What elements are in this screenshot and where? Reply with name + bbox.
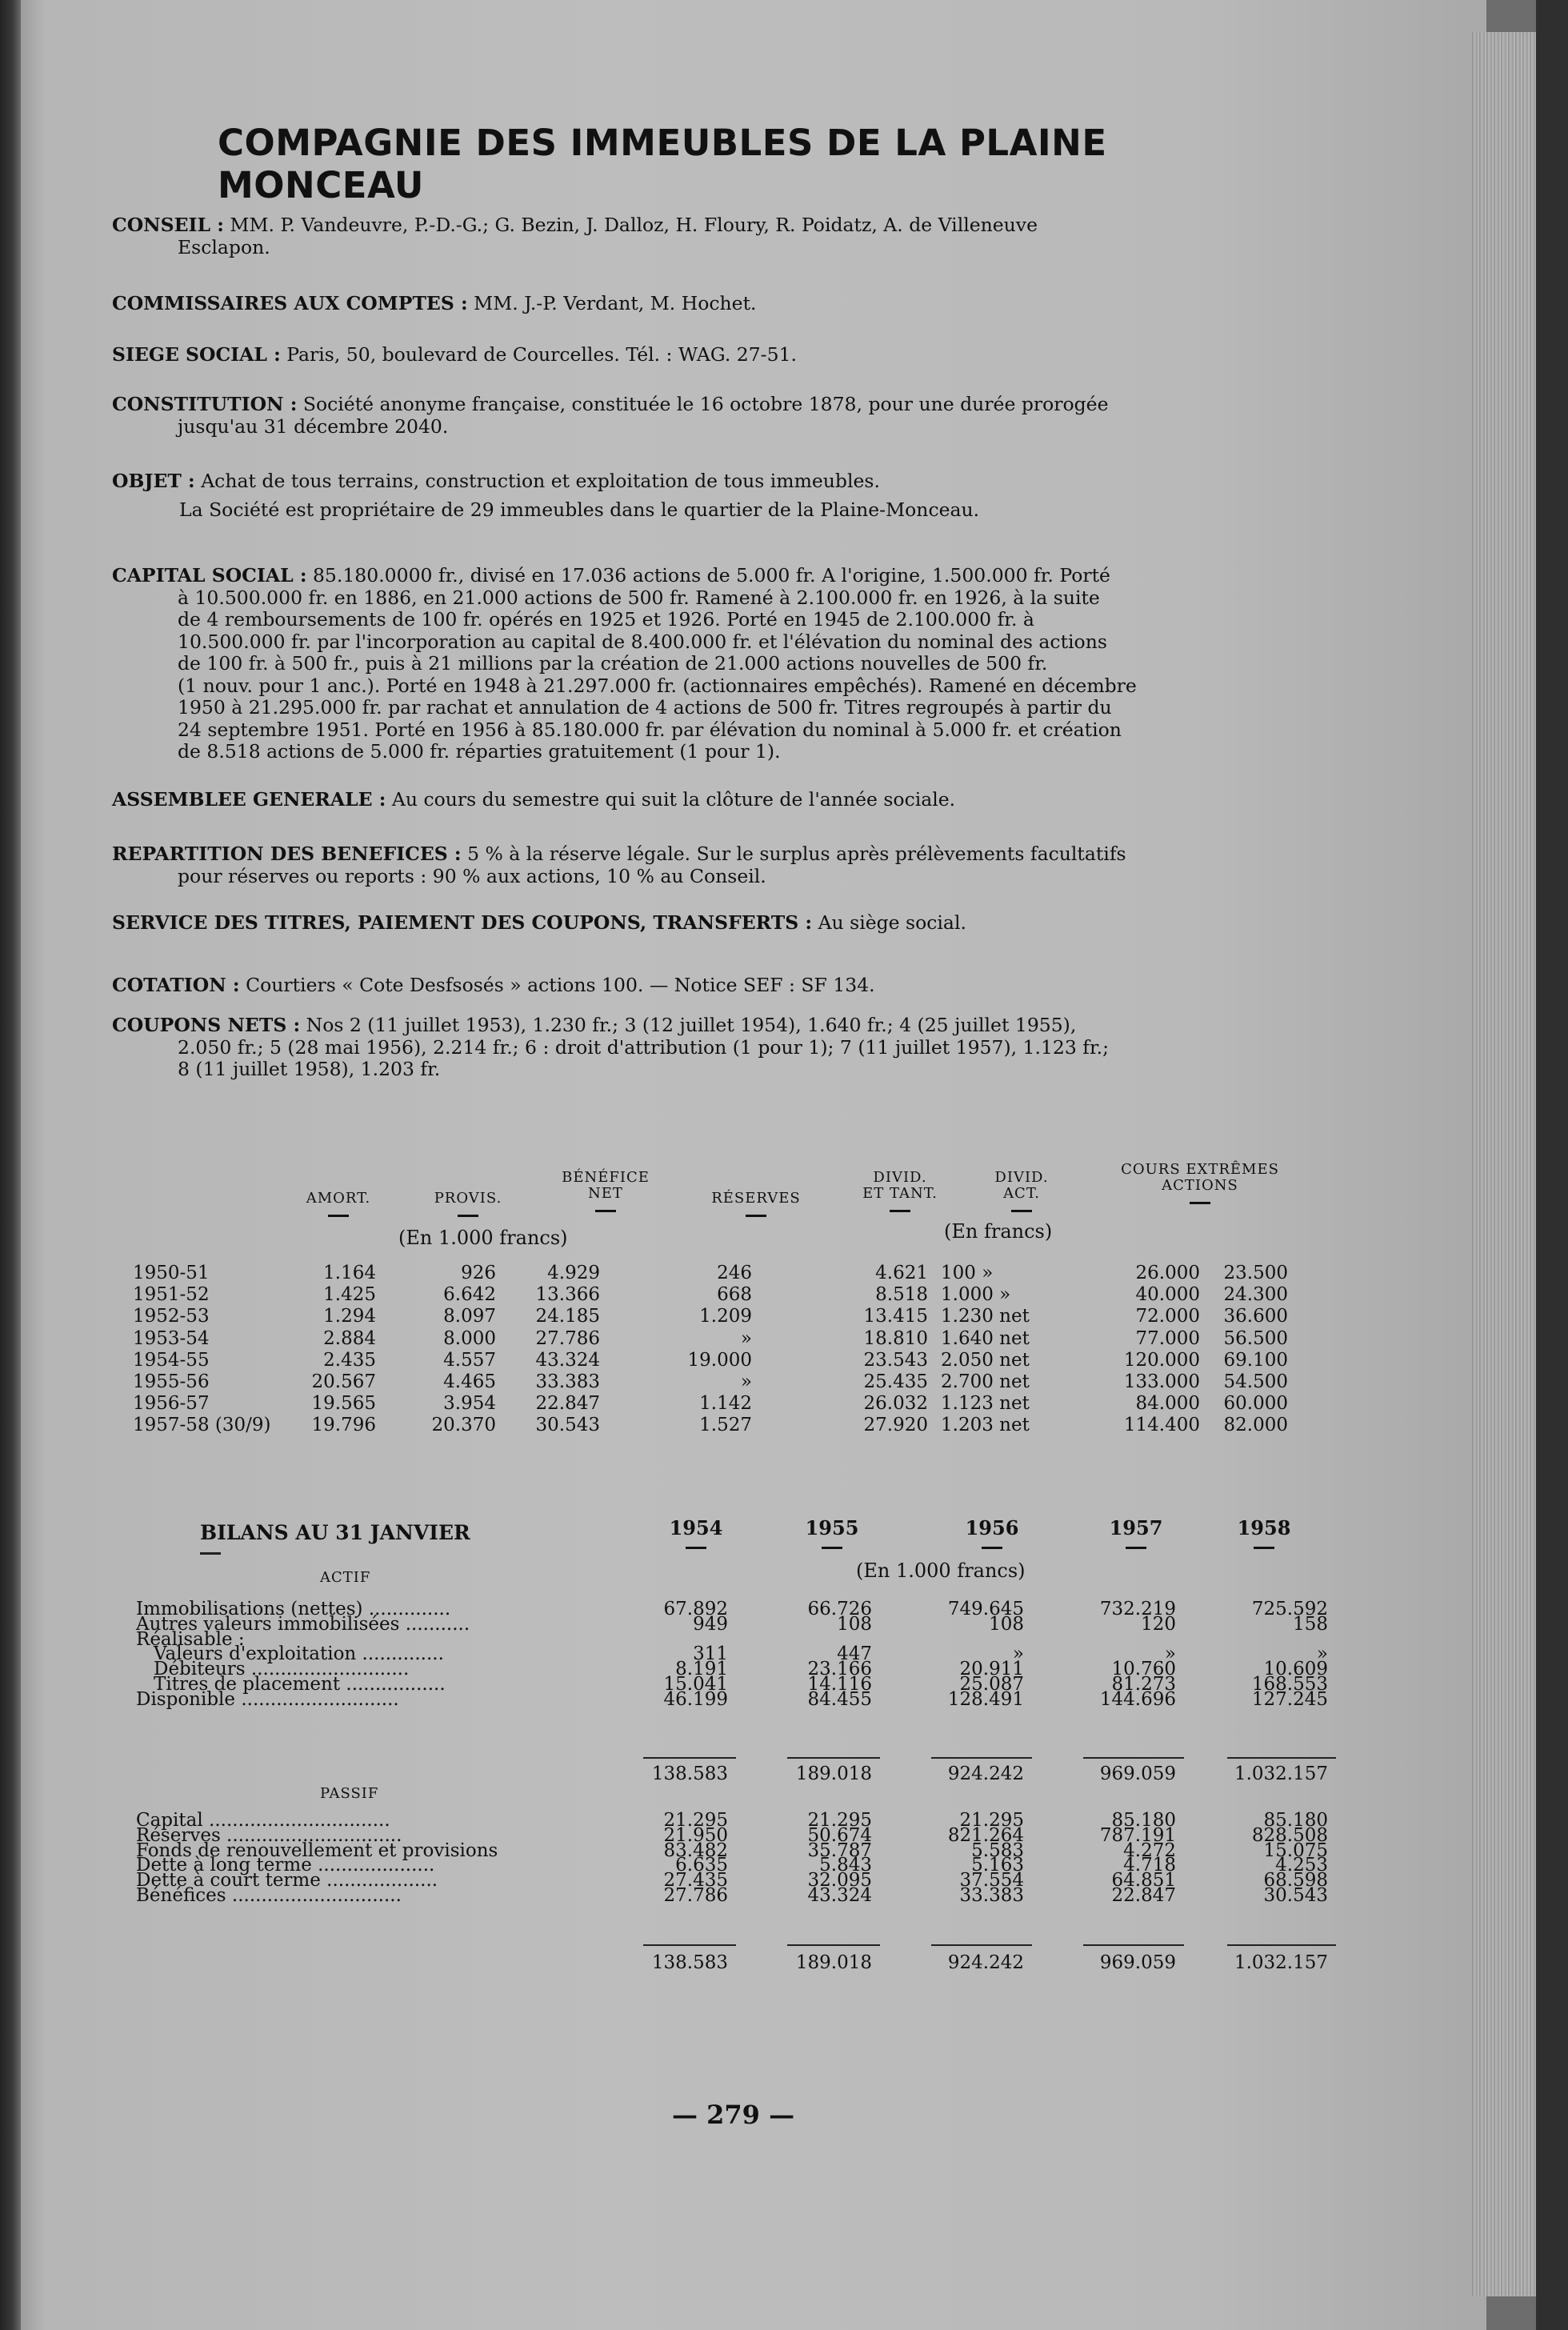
balance-label: Disponible ........................... — [136, 1688, 399, 1710]
table-cell: 1956-57 — [133, 1393, 210, 1415]
table-cell: 26.032 — [863, 1393, 928, 1415]
table-cell: 19.565 — [311, 1393, 376, 1415]
repartition-section — [112, 843, 1328, 887]
year-header — [1200, 1517, 1328, 1549]
table-cell: 1.294 — [323, 1306, 376, 1327]
balance-value: 64.851 — [1111, 1870, 1176, 1892]
repartition-text: 5 % à la réserve légale. Sur le surplus après prélèvements facultatifs — [467, 843, 1126, 865]
year-header — [640, 1517, 752, 1549]
balance-value: 22.847 — [1111, 1885, 1176, 1906]
balance-value: 35.787 — [807, 1840, 872, 1861]
table-cell: 8.518 — [875, 1284, 928, 1306]
year-header-text: 1958 — [1237, 1516, 1291, 1539]
service-text: Au siège social. — [818, 911, 966, 934]
objet-text: Achat de tous terrains, construction et exploitation de tous immeubles. — [201, 470, 880, 492]
cotation-section — [112, 975, 1328, 997]
balance-value: 447 — [837, 1643, 872, 1665]
unit-right: (En francs) — [944, 1220, 1053, 1243]
table-cell: 1.230 net — [941, 1306, 1030, 1327]
service-section — [112, 912, 1328, 935]
table-cell: 1.425 — [323, 1284, 376, 1306]
table-cell: 1954-55 — [133, 1349, 210, 1371]
balance-value: 85.180 — [1263, 1810, 1328, 1831]
cotation-text: Courtiers « Cote Desfsosés » actions 100. — Notice SEF : SF 134. — [246, 974, 875, 996]
header-benefice — [554, 1170, 658, 1212]
commissaires-section — [112, 293, 1328, 315]
table-cell: 4.929 — [547, 1263, 600, 1283]
table-cell: 2.435 — [323, 1349, 376, 1371]
balance-value: 85.180 — [1111, 1810, 1176, 1831]
balance-value: 46.199 — [663, 1688, 728, 1710]
header-cours — [1104, 1162, 1296, 1204]
table-cell: 1.640 net — [941, 1327, 1030, 1349]
table-cell: 60.000 — [1223, 1393, 1288, 1415]
year-header-dash — [822, 1547, 842, 1549]
conseil-label: CONSEIL : — [112, 214, 224, 236]
table-cell: 926 — [461, 1263, 496, 1283]
balance-label: Débiteurs ........................... — [154, 1659, 410, 1680]
passif-total: 924.242 — [947, 1952, 1024, 1973]
table-cell: 40.000 — [1135, 1284, 1200, 1306]
table-cell: 8.097 — [443, 1306, 496, 1327]
table-cell: 1953-54 — [133, 1327, 210, 1349]
header-divid-text: DIVID. — [873, 1169, 927, 1186]
constitution-section — [112, 394, 1328, 438]
balance-value: 4.718 — [1123, 1855, 1176, 1876]
balance-label: Réalisable : — [136, 1628, 245, 1650]
balance-value: 21.295 — [663, 1810, 728, 1831]
table-cell: 54.500 — [1223, 1371, 1288, 1392]
bilans-title — [200, 1522, 470, 1543]
balance-value: » — [1012, 1643, 1024, 1665]
table-cell: 27.920 — [863, 1415, 928, 1436]
capital-line: à 10.500.000 fr. en 1886, en 21.000 actions de 500 fr. Ramené à 2.100.000 fr. en 1926, à la suite — [178, 586, 1100, 609]
actif-total: 189.018 — [795, 1764, 872, 1784]
passif-total: 1.032.157 — [1234, 1952, 1328, 1973]
actif-label: ACTIF — [320, 1569, 371, 1586]
passif-total-rule — [643, 1944, 736, 1946]
passif-total: 138.583 — [651, 1952, 728, 1973]
capital-line: 24 septembre 1951. Porté en 1956 à 85.180.000 fr. par élévation du nominal à 5.000 fr. et création — [178, 718, 1122, 741]
passif-total-rule — [1083, 1944, 1184, 1946]
table-cell: 133.000 — [1123, 1371, 1200, 1392]
header-divid — [848, 1170, 952, 1212]
balance-label: Titres de placement ................. — [154, 1674, 446, 1695]
table-cell: 114.400 — [1123, 1415, 1200, 1436]
actif-total: 1.032.157 — [1234, 1764, 1328, 1784]
balance-value: 81.273 — [1111, 1674, 1176, 1695]
table-cell: 69.100 — [1223, 1349, 1288, 1371]
table-cell: 13.415 — [863, 1306, 928, 1327]
actif-total-rule — [931, 1757, 1032, 1759]
constitution-label: CONSTITUTION : — [112, 393, 298, 415]
table-cell: 3.954 — [443, 1393, 496, 1415]
year-header-dash — [982, 1547, 1002, 1549]
balance-value: 37.554 — [959, 1870, 1024, 1892]
table-cell: 23.500 — [1223, 1263, 1288, 1283]
balance-value: 20.911 — [959, 1659, 1024, 1680]
table-cell: 1.164 — [323, 1263, 376, 1283]
header-reserves-text: RÉSERVES — [711, 1190, 801, 1207]
objet-section — [112, 470, 1328, 521]
cotation-label: COTATION : — [112, 974, 240, 996]
header-actions-text: ACTIONS — [1162, 1177, 1238, 1194]
assemblee-text: Au cours du semestre qui suit la clôture de l'année sociale. — [391, 788, 956, 811]
balance-value: 158 — [1293, 1613, 1328, 1635]
table-cell: 100 » — [941, 1263, 994, 1283]
table-cell: » — [740, 1327, 752, 1349]
table-cell: 20.567 — [311, 1371, 376, 1392]
balance-value: 83.482 — [663, 1840, 728, 1861]
balance-value: 787.191 — [1099, 1824, 1176, 1846]
table-cell: 1955-56 — [133, 1371, 210, 1392]
table-cell: 77.000 — [1135, 1327, 1200, 1349]
passif-total-rule — [787, 1944, 880, 1946]
year-header — [928, 1517, 1056, 1549]
passif-total: 189.018 — [795, 1952, 872, 1973]
balance-value: 10.760 — [1111, 1659, 1176, 1680]
balance-label: Bénéfices ............................. — [136, 1885, 402, 1906]
conseil-section — [112, 214, 1328, 258]
objet-label: OBJET : — [112, 470, 195, 492]
table-cell: 30.543 — [535, 1415, 600, 1436]
balance-value: 67.892 — [663, 1599, 728, 1619]
balance-value: 50.674 — [807, 1824, 872, 1846]
table-cell: 1952-53 — [133, 1306, 210, 1327]
actif-total-rule — [787, 1757, 880, 1759]
unit-left: (En 1.000 francs) — [398, 1227, 568, 1249]
table-cell: 4.621 — [875, 1263, 928, 1283]
balance-value: 168.553 — [1251, 1674, 1328, 1695]
siege-label: SIEGE SOCIAL : — [112, 343, 281, 366]
table-cell: 20.370 — [431, 1415, 496, 1436]
year-header-text: 1954 — [669, 1516, 723, 1539]
balance-value: 120 — [1141, 1613, 1176, 1635]
balance-label: Réserves .............................. — [136, 1824, 402, 1846]
capital-label: CAPITAL SOCIAL : — [112, 564, 307, 587]
bilans-unit: (En 1.000 francs) — [856, 1559, 1026, 1582]
balance-label: Capital ............................... — [136, 1810, 390, 1831]
passif-label: PASSIF — [320, 1785, 379, 1802]
siege-section — [112, 344, 1328, 366]
header-amort-text: AMORT. — [306, 1190, 371, 1207]
balance-value: 821.264 — [947, 1824, 1024, 1846]
balance-value: 725.592 — [1251, 1599, 1328, 1619]
table-cell: 82.000 — [1223, 1415, 1288, 1436]
year-header-dash — [1254, 1547, 1274, 1549]
header-amort — [294, 1191, 382, 1217]
balance-value: 23.166 — [807, 1659, 872, 1680]
table-cell: 19.000 — [687, 1349, 752, 1371]
table-cell: » — [740, 1371, 752, 1392]
balance-value: 27.786 — [663, 1885, 728, 1906]
balance-value: 5.843 — [819, 1855, 872, 1876]
table-cell: 1951-52 — [133, 1284, 210, 1306]
table-cell: 668 — [717, 1284, 752, 1306]
page-title: COMPAGNIE DES IMMEUBLES DE LA PLAINE MONCEAU — [218, 122, 1107, 206]
commissaires-text: MM. J.-P. Verdant, M. Hochet. — [474, 292, 757, 314]
table-cell: 43.324 — [535, 1349, 600, 1371]
table-cell: 72.000 — [1135, 1306, 1200, 1327]
balance-value: » — [1164, 1643, 1176, 1665]
balance-value: 84.455 — [807, 1688, 872, 1710]
siege-text: Paris, 50, boulevard de Courcelles. Tél. : WAG. 27-51. — [286, 343, 797, 366]
balance-value: 828.508 — [1251, 1824, 1328, 1846]
balance-value: 27.435 — [663, 1870, 728, 1892]
passif-total-rule — [1227, 1944, 1336, 1946]
page-edges — [1472, 32, 1536, 2296]
coupons-section — [112, 1015, 1328, 1081]
year-header — [1072, 1517, 1200, 1549]
balance-value: 8.191 — [675, 1659, 728, 1680]
coupons-line: 8 (11 juillet 1958), 1.203 fr. — [178, 1058, 441, 1080]
table-cell: 23.543 — [863, 1349, 928, 1371]
repartition-label: REPARTITION DES BENEFICES : — [112, 843, 462, 865]
header-reserves — [704, 1191, 808, 1217]
actif-total-rule — [643, 1757, 736, 1759]
capital-line: 85.180.0000 fr., divisé en 17.036 actions de 5.000 fr. A l'origine, 1.500.000 fr. Porté — [312, 564, 1110, 587]
year-header-text: 1955 — [805, 1516, 859, 1539]
passif-total-rule — [931, 1944, 1032, 1946]
balance-value: 68.598 — [1263, 1870, 1328, 1892]
actif-total-rule — [1083, 1757, 1184, 1759]
balance-value: 33.383 — [959, 1885, 1024, 1906]
balance-value: 14.116 — [807, 1674, 872, 1695]
actif-total: 138.583 — [651, 1764, 728, 1784]
table-cell: 13.366 — [535, 1284, 600, 1306]
table-cell: 18.810 — [863, 1327, 928, 1349]
constitution-text: Société anonyme française, constituée le 16 octobre 1878, pour une durée prorogée — [302, 393, 1109, 415]
table-cell: 1.527 — [699, 1415, 752, 1436]
table-cell: 2.884 — [323, 1327, 376, 1349]
balance-label: Dette à court terme ................... — [136, 1870, 438, 1892]
assemblee-label: ASSEMBLEE GENERALE : — [112, 788, 386, 811]
balance-value: 128.491 — [947, 1688, 1024, 1710]
balance-value: 21.295 — [807, 1810, 872, 1831]
header-act-text: ACT. — [1003, 1185, 1040, 1202]
header-divid-act — [978, 1170, 1066, 1212]
balance-value: 749.645 — [947, 1599, 1024, 1619]
table-cell: 1957-58 (30/9) — [133, 1415, 271, 1436]
capital-line: (1 nouv. pour 1 anc.). Porté en 1948 à 21.297.000 fr. (actionnaires empêchés). Ramené en décembre — [178, 674, 1137, 697]
table-cell: 6.642 — [443, 1284, 496, 1306]
table-cell: 36.600 — [1223, 1306, 1288, 1327]
balance-value: 30.543 — [1263, 1885, 1328, 1906]
balance-value: 21.295 — [959, 1810, 1024, 1831]
coupons-line: 2.050 fr.; 5 (28 mai 1956), 2.214 fr.; 6 : droit d'attribution (1 pour 1); 7 (11 juillet 1957), 1.123 fr.; — [178, 1035, 1110, 1059]
capital-line: de 4 remboursements de 100 fr. opérés en 1925 et 1926. Porté en 1945 de 2.100.000 fr. à — [178, 608, 1034, 631]
year-header-dash — [686, 1547, 706, 1549]
conseil-text: MM. P. Vandeuvre, P.-D.-G.; G. Bezin, J. Dalloz, H. Floury, R. Poidatz, A. de Villeneuve — [230, 214, 1038, 236]
table-cell: 24.300 — [1223, 1284, 1288, 1306]
balance-value: 15.075 — [1263, 1840, 1328, 1861]
balance-value: 311 — [693, 1643, 728, 1665]
header-divid-tant-text: ET TANT. — [862, 1185, 938, 1202]
scan-border — [1536, 0, 1568, 2330]
balance-value: 108 — [837, 1613, 872, 1635]
balance-value: 32.095 — [807, 1870, 872, 1892]
coupons-label: COUPONS NETS : — [112, 1014, 301, 1036]
balance-value: 15.041 — [663, 1674, 728, 1695]
header-provis-text: PROVIS. — [434, 1190, 502, 1207]
capital-section — [112, 565, 1328, 763]
objet-line-2: La Société est propriétaire de 29 immeubles dans le quartier de la Plaine-Monceau. — [179, 498, 980, 521]
table-cell: 22.847 — [535, 1393, 600, 1415]
balance-value: 6.635 — [675, 1855, 728, 1876]
actif-total: 924.242 — [947, 1764, 1024, 1784]
table-cell: 33.383 — [535, 1371, 600, 1392]
binding-shadow — [0, 0, 21, 2330]
table-cell: 19.796 — [311, 1415, 376, 1436]
table-cell: 1.203 net — [941, 1415, 1030, 1436]
actif-total-rule — [1227, 1757, 1336, 1759]
balance-value: 949 — [693, 1613, 728, 1635]
year-header-dash — [1126, 1547, 1146, 1549]
assemblee-section — [112, 789, 1328, 811]
table-cell: 84.000 — [1135, 1393, 1200, 1415]
balance-value: 127.245 — [1251, 1688, 1328, 1710]
repartition-continuation: pour réserves ou reports : 90 % aux actions, 10 % au Conseil. — [178, 864, 766, 887]
actif-total: 969.059 — [1099, 1764, 1176, 1784]
table-cell: 120.000 — [1123, 1349, 1200, 1371]
balance-value: 144.696 — [1099, 1688, 1176, 1710]
table-cell: 56.500 — [1223, 1327, 1288, 1349]
balance-value: 10.609 — [1263, 1659, 1328, 1680]
balance-value: 66.726 — [807, 1599, 872, 1619]
table-cell: 27.786 — [535, 1327, 600, 1349]
balance-label: Fonds de renouvellement et provisions — [136, 1840, 498, 1861]
table-cell: 1.142 — [699, 1393, 752, 1415]
header-divid-act-text: DIVID. — [994, 1169, 1049, 1186]
balance-value: 4.253 — [1275, 1855, 1328, 1876]
year-header-text: 1956 — [965, 1516, 1019, 1539]
table-cell: 8.000 — [443, 1327, 496, 1349]
balance-value: 108 — [989, 1613, 1024, 1635]
constitution-continuation: jusqu'au 31 décembre 2040. — [178, 414, 449, 438]
passif-total: 969.059 — [1099, 1952, 1176, 1973]
balance-value: 21.950 — [663, 1824, 728, 1846]
balance-value: 43.324 — [807, 1885, 872, 1906]
year-header-text: 1957 — [1109, 1516, 1163, 1539]
table-cell: 1950-51 — [133, 1263, 210, 1283]
bilans-title-dash — [200, 1552, 221, 1555]
balance-label: Immobilisations (nettes) .............. — [136, 1599, 451, 1619]
header-provis — [424, 1191, 512, 1217]
year-header — [768, 1517, 896, 1549]
service-label: SERVICE DES TITRES, PAIEMENT DES COUPONS, TRANSFERTS : — [112, 911, 813, 934]
coupons-line: Nos 2 (11 juillet 1953), 1.230 fr.; 3 (12 juillet 1954), 1.640 fr.; 4 (25 juillet 1955), — [306, 1014, 1077, 1036]
table-cell: 1.000 » — [941, 1284, 1011, 1306]
table-cell: 246 — [717, 1263, 752, 1283]
balance-value: » — [1316, 1643, 1328, 1665]
balance-value: 5.163 — [971, 1855, 1024, 1876]
capital-line: 10.500.000 fr. par l'incorporation au capital de 8.400.000 fr. et l'élévation du nominal des actions — [178, 630, 1107, 653]
header-benefice-net-text: NET — [588, 1185, 623, 1202]
balance-label: Dette à long terme .................... — [136, 1855, 435, 1876]
table-cell: 4.465 — [443, 1371, 496, 1392]
commissaires-label: COMMISSAIRES AUX COMPTES : — [112, 292, 468, 314]
table-cell: 2.700 net — [941, 1371, 1030, 1392]
balance-value: 5.583 — [971, 1840, 1024, 1861]
balance-label: Valeurs d'exploitation .............. — [154, 1643, 444, 1665]
table-cell: 1.123 net — [941, 1393, 1030, 1415]
capital-line: de 8.518 actions de 5.000 fr. réparties gratuitement (1 pour 1). — [178, 740, 781, 763]
capital-line: de 100 fr. à 500 fr., puis à 21 millions par la création de 21.000 actions nouvelles de 500 fr. — [178, 652, 1048, 675]
table-cell: 25.435 — [863, 1371, 928, 1392]
table-cell: 4.557 — [443, 1349, 496, 1371]
table-cell: 24.185 — [535, 1306, 600, 1327]
conseil-continuation: Esclapon. — [178, 235, 270, 258]
capital-line: 1950 à 21.295.000 fr. par rachat et annulation de 4 actions de 500 fr. Titres regroupés à partir du — [178, 696, 1112, 719]
balance-value: 25.087 — [959, 1674, 1024, 1695]
table-cell: 1.209 — [699, 1306, 752, 1327]
header-benefice-text: BÉNÉFICE — [562, 1169, 650, 1186]
header-cours-text: COURS EXTRÊMES — [1121, 1161, 1279, 1178]
bilans-title-text: BILANS AU 31 JANVIER — [200, 1521, 470, 1544]
table-cell: 2.050 net — [941, 1349, 1030, 1371]
balance-value: 4.272 — [1123, 1840, 1176, 1861]
balance-label: Autres valeurs immobilisées ........... — [136, 1613, 470, 1635]
page-number: — 279 — — [672, 2100, 795, 2130]
table-cell: 26.000 — [1135, 1263, 1200, 1283]
balance-value: 732.219 — [1099, 1599, 1176, 1619]
